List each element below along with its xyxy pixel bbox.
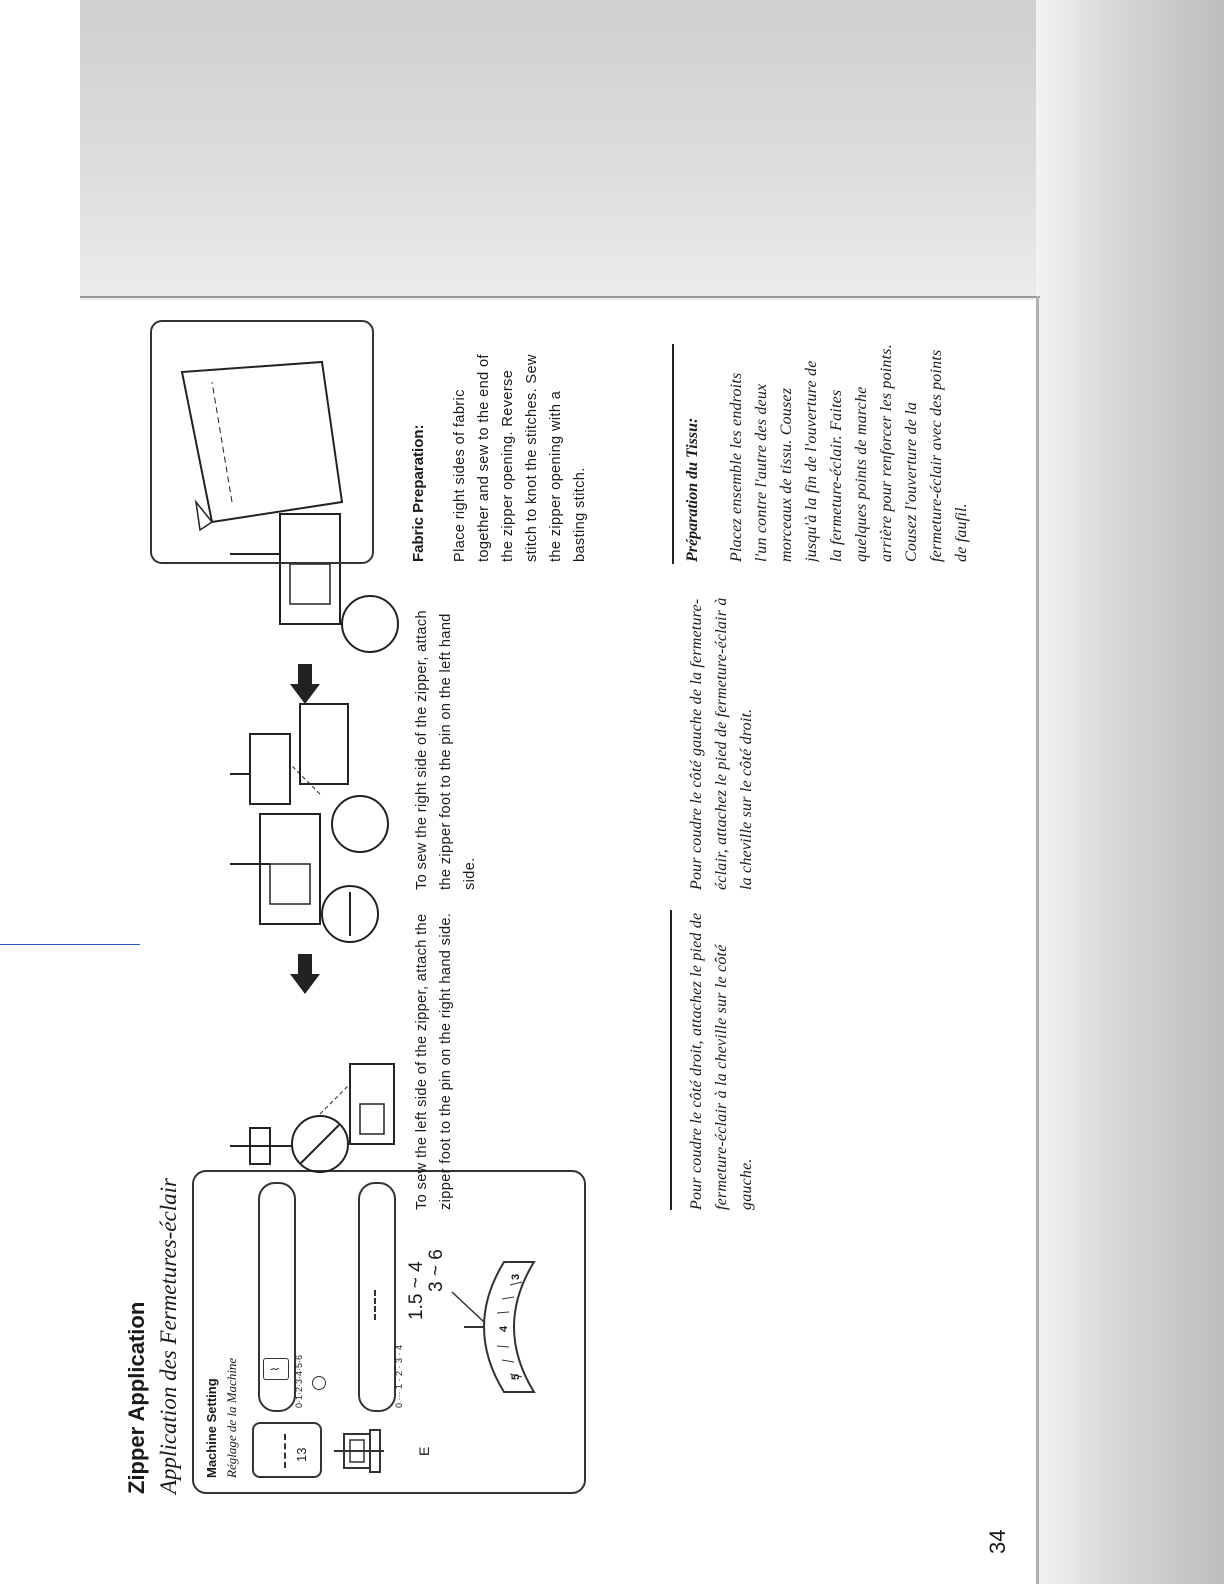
machine-setting-panel <box>192 1170 586 1494</box>
stitch-length-value: 1.5 ~ 4 <box>406 1261 427 1320</box>
length-marker-icon <box>374 1290 376 1320</box>
tension-mark-5: 5 <box>510 1373 522 1380</box>
fabric-preparation-text: Place right sides of fabric together and sew to the end of the zipper opening. Reverse stitch to knot the stitches. Sew the zipper opening with a basting stitch. <box>452 354 588 562</box>
needle-position-icon <box>312 1376 326 1390</box>
straight-stitch-icon <box>284 1434 286 1468</box>
left-side-instruction: To sew the left side of the zipper, attach the zipper foot to the pin on the right hand side. <box>414 912 454 1210</box>
scan-shadow-right <box>1036 0 1224 1584</box>
pattern-selector <box>252 1422 322 1478</box>
fabric-preparation-heading: Fabric Preparation: <box>410 424 427 562</box>
foot-letter: E <box>416 1446 432 1456</box>
zigzag-icon: ⌇ <box>263 1358 289 1380</box>
length-scale: 0 ··· 1 · 2 · 3 · 4 <box>394 1344 404 1408</box>
page-edge-top <box>80 296 1040 298</box>
right-side-instruction-french: Pour coudre le côté gauche de la fermeture-éclair, attachez le pied de fermeture-éclair à la cheville sur le côté droit. <box>688 597 755 890</box>
stitch-width-slider <box>258 1182 296 1412</box>
manual-page <box>80 344 1040 1584</box>
stitch-length-slider <box>358 1182 396 1412</box>
fabric-illustration <box>152 322 372 562</box>
right-side-instruction: To sew the right side of the zipper, attach the zipper foot to the pin on the left hand side. <box>414 610 478 890</box>
fabric-illustration-panel <box>150 320 374 564</box>
fabric-preparation-text-french: Placez ensemble les endroits l'un contre l'autre des deux morceaux de tissu. Cousez jusqu'à la fin de l'ouverture de la fermeture-éclair. Faites quelques points de marche arrière pour renforcer les points. Cousez l'ouverture de la fermeture-éclair avec des points de faufil. <box>728 344 970 562</box>
divider-right <box>672 344 674 564</box>
divider-left <box>670 910 672 1210</box>
page-title-french: Application des Fermetures-éclair <box>156 1178 181 1494</box>
zipper-foot-left-before-illustration <box>230 964 430 1204</box>
left-side-instruction-french: Pour coudre le côté droit, attachez le pied de fermeture-éclair à la cheville sur le côté gauche. <box>688 912 755 1210</box>
page-number: 34 <box>985 1529 1010 1554</box>
machine-setting-label-french: Réglage de la Machine <box>224 1357 239 1478</box>
tension-mark-3: 3 <box>510 1273 522 1280</box>
machine-setting-label: Machine Setting <box>204 1378 219 1478</box>
tension-mark-4: 4 <box>498 1325 510 1332</box>
width-scale: 0·1·2·3·4·5·6 <box>294 1354 304 1408</box>
pattern-number: 13 <box>294 1447 309 1462</box>
tension-value: 3 ~ 6 <box>426 1249 447 1292</box>
fabric-preparation-heading-french: Préparation du Tissu: <box>684 417 701 562</box>
page-title: Zipper Application <box>124 1301 149 1494</box>
presser-foot-icon <box>334 1418 424 1478</box>
